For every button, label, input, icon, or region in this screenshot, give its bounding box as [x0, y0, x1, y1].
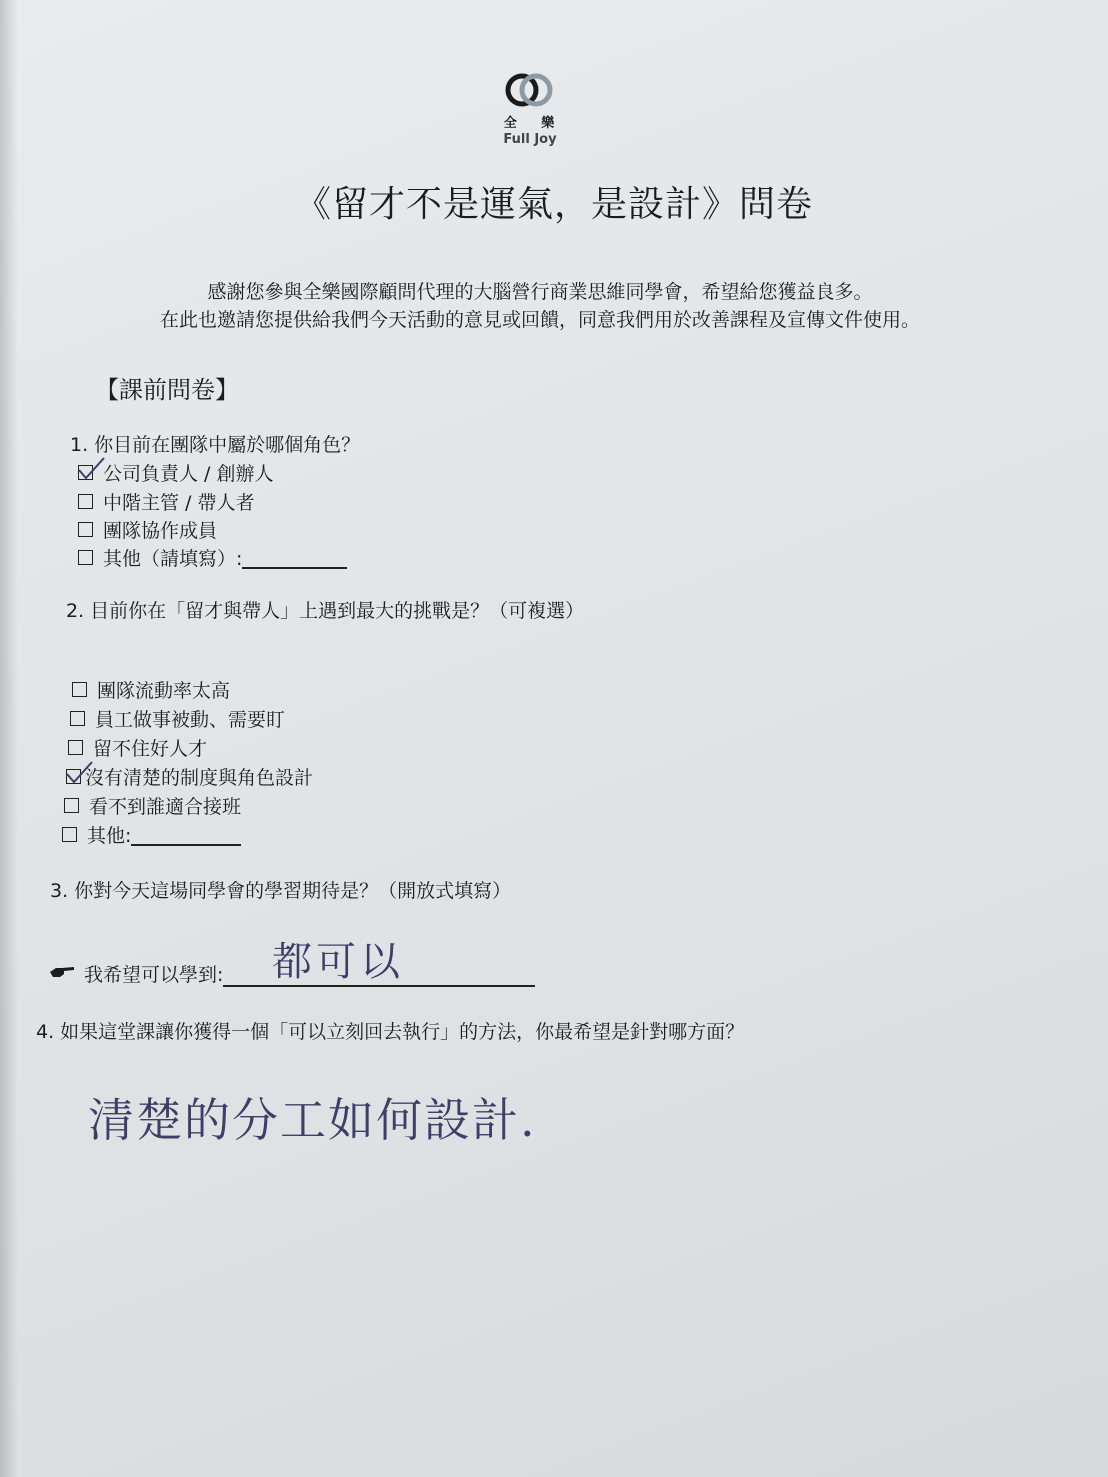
q2-option-3[interactable]	[68, 734, 207, 761]
q4-handwritten-answer: 清楚的分工如何設計.	[88, 1093, 537, 1147]
q1-option-4-text: 其他（請填寫）:	[103, 548, 243, 570]
q2-option-5-text: 看不到誰適合接班	[89, 796, 242, 818]
q1-option-3[interactable]	[78, 516, 217, 543]
q1-option-4[interactable]	[78, 544, 347, 571]
q1-option-1-text: 公司負責人 / 創辦人	[103, 463, 274, 485]
checkbox[interactable]	[78, 550, 93, 565]
check-mark-icon	[65, 760, 95, 786]
q2-option-2-text: 員工做事被動、需要盯	[95, 709, 286, 731]
other-fill-line[interactable]	[242, 547, 347, 569]
rings-logo-icon	[502, 70, 558, 110]
q2-option-4-text: 沒有清楚的制度與角色設計	[85, 767, 314, 789]
checkbox[interactable]	[68, 740, 83, 755]
q2-option-6-text: 其他:	[87, 825, 132, 847]
q2-option-5[interactable]	[64, 792, 241, 819]
page-title: 《留才不是運氣，是設計》問卷	[294, 184, 813, 225]
other-fill-line[interactable]	[131, 824, 241, 846]
q1-option-2-text: 中階主管 / 帶人者	[103, 492, 255, 514]
checkbox[interactable]	[78, 494, 93, 509]
intro-line-2: 在此也邀請您提供給我們今天活動的意見或回饋，同意我們用於改善課程及宣傳文件使用。	[159, 309, 920, 331]
q2-option-6[interactable]	[62, 821, 241, 848]
question-2-label: 2. 目前你在「留才與帶人」上遇到最大的挑戰是？（可複選）	[66, 600, 585, 622]
check-mark-icon	[77, 456, 107, 482]
full-joy-logo	[495, 70, 565, 147]
pointing-hand-icon	[48, 962, 76, 985]
q3-prompt: 我希望可以學到:	[84, 964, 224, 986]
q2-option-3-text: 留不住好人才	[93, 738, 208, 760]
section-title: 【課前問卷】	[95, 376, 239, 404]
checkbox[interactable]	[64, 798, 79, 813]
logo-name-cn: 全 樂	[503, 116, 565, 131]
checkbox[interactable]	[78, 522, 93, 537]
logo-name-en: Full Joy	[503, 132, 557, 147]
q1-option-2[interactable]	[78, 488, 254, 515]
checkbox-checked[interactable]	[78, 465, 93, 480]
question-4-label: 4. 如果這堂課讓你獲得一個「可以立刻回去執行」的方法，你最希望是針對哪方面？	[36, 1021, 745, 1043]
q3-handwritten-answer: 都可以	[272, 939, 404, 985]
q2-option-4[interactable]	[66, 763, 313, 790]
checkbox-checked[interactable]	[66, 769, 81, 784]
q2-option-2[interactable]	[70, 705, 285, 732]
checkbox[interactable]	[72, 682, 87, 697]
checkbox[interactable]	[62, 827, 77, 842]
intro-line-1: 感謝您參與全樂國際顧問代理的大腦營行商業思維同學會，希望給您獲益良多。	[207, 281, 873, 303]
question-3-label: 3. 你對今天這場同學會的學習期待是？（開放式填寫）	[50, 880, 512, 902]
q2-option-1-text: 團隊流動率太高	[97, 680, 231, 702]
question-1-label: 1. 你目前在團隊中屬於哪個角色？	[70, 434, 361, 456]
q1-option-1[interactable]	[78, 459, 273, 486]
q1-option-3-text: 團隊協作成員	[103, 520, 218, 542]
checkbox[interactable]	[70, 711, 85, 726]
q2-option-1[interactable]	[72, 676, 230, 703]
